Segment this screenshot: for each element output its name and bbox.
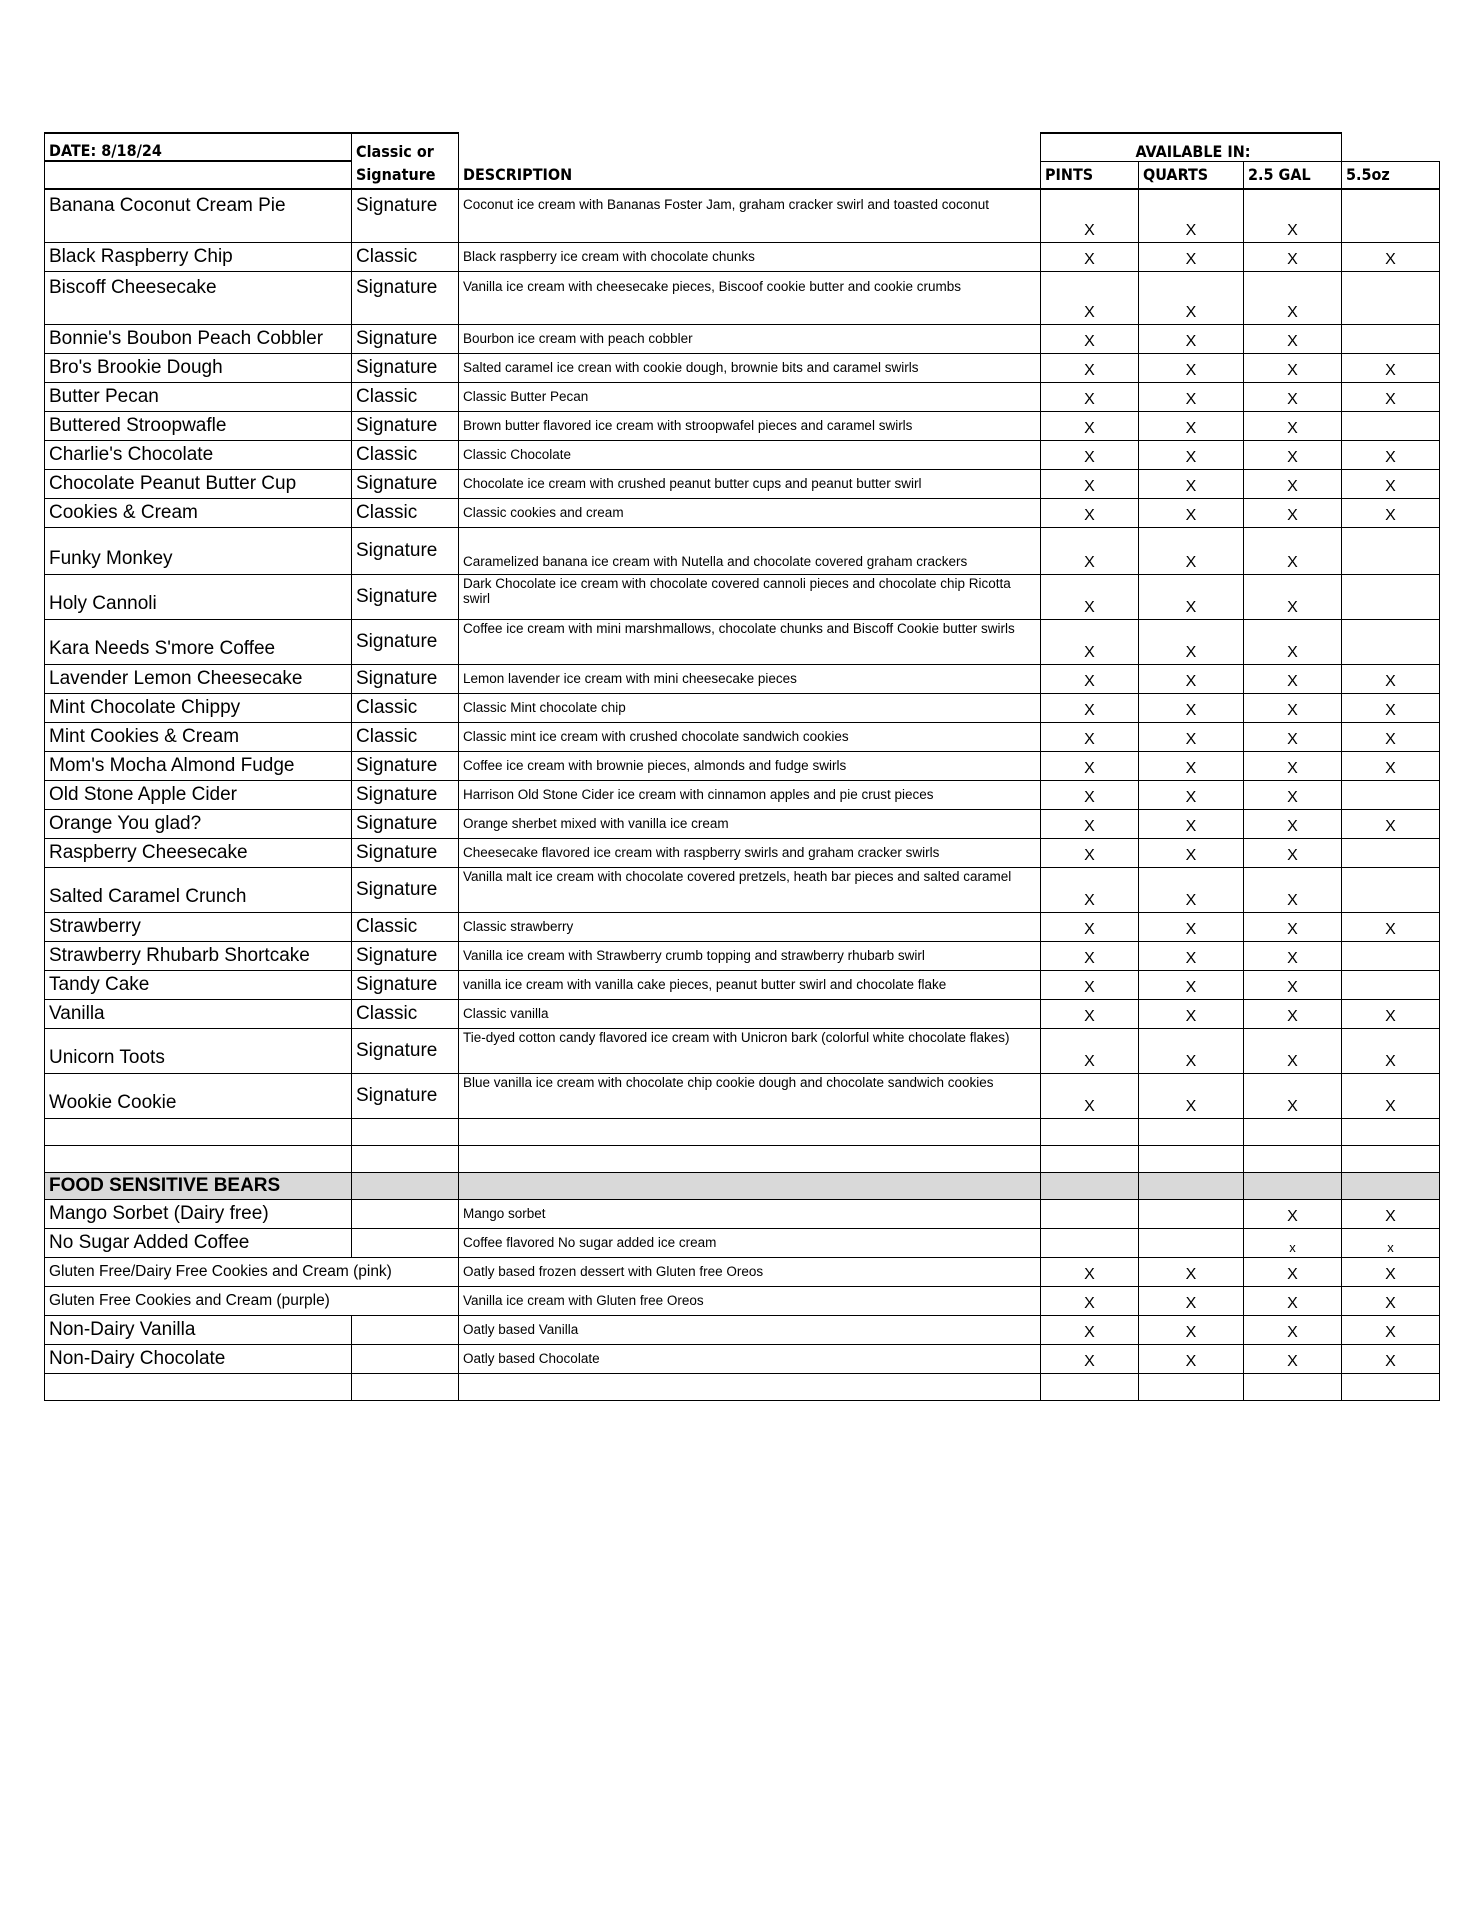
ounce-mark xyxy=(1342,575,1440,620)
flavor-row xyxy=(45,189,1440,243)
sensitive-flavor-type xyxy=(352,1316,459,1345)
gallon-mark: X xyxy=(1244,528,1342,575)
flavor-description: vanilla ice cream with vanilla cake pieces, peanut butter swirl and chocolate flake xyxy=(459,971,1041,1000)
flavor-type: Classic xyxy=(352,723,459,752)
flavor-description: Classic Butter Pecan xyxy=(459,383,1041,412)
flavor-name: Vanilla xyxy=(45,1000,352,1029)
flavor-name: Tandy Cake xyxy=(45,971,352,1000)
flavor-row xyxy=(45,839,1440,868)
gallon-mark: X xyxy=(1244,325,1342,354)
quarts-mark: X xyxy=(1139,752,1244,781)
quarts-mark: X xyxy=(1139,1287,1244,1316)
pints-mark: X xyxy=(1041,620,1139,665)
ounce-mark xyxy=(1342,942,1440,971)
gallon-mark: X xyxy=(1244,694,1342,723)
gallon-mark: X xyxy=(1244,499,1342,528)
flavor-type: Classic xyxy=(352,913,459,942)
ounce-mark: X xyxy=(1342,1287,1440,1316)
pints-mark: X xyxy=(1041,1345,1139,1374)
quarts-mark: X xyxy=(1139,383,1244,412)
sensitive-flavor-row xyxy=(45,1316,1440,1345)
pints-mark: X xyxy=(1041,470,1139,499)
flavor-type: Classic xyxy=(352,383,459,412)
flavor-name: Wookie Cookie xyxy=(45,1074,352,1119)
pints-mark: X xyxy=(1041,971,1139,1000)
pints-mark xyxy=(1041,1200,1139,1229)
pints-mark: X xyxy=(1041,1029,1139,1074)
section-title: FOOD SENSITIVE BEARS xyxy=(45,1173,352,1200)
gallon-mark: X xyxy=(1244,575,1342,620)
quarts-mark: X xyxy=(1139,1345,1244,1374)
flavor-name: Chocolate Peanut Butter Cup xyxy=(45,470,352,499)
pints-mark: X xyxy=(1041,325,1139,354)
flavor-name: Cookies & Cream xyxy=(45,499,352,528)
date-header-spacer xyxy=(45,161,352,189)
flavor-row xyxy=(45,913,1440,942)
flavor-type: Signature xyxy=(352,1029,459,1074)
gallon-mark: X xyxy=(1244,1029,1342,1074)
flavor-name: Bonnie's Boubon Peach Cobbler xyxy=(45,325,352,354)
date-label: DATE: 8/18/24 xyxy=(45,133,352,161)
quarts-mark: X xyxy=(1139,781,1244,810)
flavor-name: Bro's Brookie Dough xyxy=(45,354,352,383)
sensitive-flavor-row xyxy=(45,1258,1440,1287)
available-in-header: AVAILABLE IN: xyxy=(1041,133,1342,161)
flavor-row xyxy=(45,971,1440,1000)
flavor-description: Classic mint ice cream with crushed chocolate sandwich cookies xyxy=(459,723,1041,752)
ounce-mark xyxy=(1342,839,1440,868)
pints-mark: X xyxy=(1041,189,1139,243)
ounce-mark xyxy=(1342,272,1440,325)
quarts-mark: X xyxy=(1139,868,1244,913)
flavor-description: Classic Chocolate xyxy=(459,441,1041,470)
sensitive-flavor-type xyxy=(352,1345,459,1374)
quarts-mark: X xyxy=(1139,1316,1244,1345)
flavor-availability-table xyxy=(44,132,1440,1401)
quarts-mark: X xyxy=(1139,810,1244,839)
flavor-row xyxy=(45,694,1440,723)
flavor-row xyxy=(45,354,1440,383)
flavor-type: Signature xyxy=(352,810,459,839)
flavor-type: Signature xyxy=(352,354,459,383)
quarts-mark: X xyxy=(1139,1029,1244,1074)
flavor-row xyxy=(45,441,1440,470)
flavor-type: Signature xyxy=(352,665,459,694)
gallon-mark: X xyxy=(1244,868,1342,913)
pints-mark: X xyxy=(1041,354,1139,383)
quarts-mark: X xyxy=(1139,528,1244,575)
flavor-description: Bourbon ice cream with peach cobbler xyxy=(459,325,1041,354)
quarts-mark: X xyxy=(1139,620,1244,665)
ounce-mark: X xyxy=(1342,665,1440,694)
flavor-name: Orange You glad? xyxy=(45,810,352,839)
gallon-mark: X xyxy=(1244,189,1342,243)
flavor-row xyxy=(45,243,1440,272)
flavor-name: Unicorn Toots xyxy=(45,1029,352,1074)
flavor-name: Lavender Lemon Cheesecake xyxy=(45,665,352,694)
flavor-name: Buttered Stroopwafle xyxy=(45,412,352,441)
gallon-mark: X xyxy=(1244,412,1342,441)
gallon-mark: X xyxy=(1244,441,1342,470)
quarts-mark: X xyxy=(1139,839,1244,868)
sensitive-flavor-name: Gluten Free/Dairy Free Cookies and Cream (pink) xyxy=(45,1258,459,1287)
gallon-mark: X xyxy=(1244,810,1342,839)
sensitive-flavor-description: Mango sorbet xyxy=(459,1200,1041,1229)
pints-mark: X xyxy=(1041,810,1139,839)
quarts-mark: X xyxy=(1139,470,1244,499)
gallon-mark: X xyxy=(1244,971,1342,1000)
flavor-type: Signature xyxy=(352,189,459,243)
header-spacer xyxy=(1342,133,1440,161)
ounce-mark: X xyxy=(1342,1200,1440,1229)
ounce-mark: X xyxy=(1342,1074,1440,1119)
gallon-mark: X xyxy=(1244,781,1342,810)
flavor-description: Classic cookies and cream xyxy=(459,499,1041,528)
sensitive-flavor-description: Coffee flavored No sugar added ice cream xyxy=(459,1229,1041,1258)
flavor-row xyxy=(45,620,1440,665)
pints-mark: X xyxy=(1041,272,1139,325)
flavor-name: Mint Cookies & Cream xyxy=(45,723,352,752)
flavor-row xyxy=(45,272,1440,325)
flavor-row xyxy=(45,528,1440,575)
quarts-mark: X xyxy=(1139,243,1244,272)
gallon-mark: X xyxy=(1244,665,1342,694)
pints-mark: X xyxy=(1041,781,1139,810)
flavor-description: Black raspberry ice cream with chocolate chunks xyxy=(459,243,1041,272)
ounce-mark: X xyxy=(1342,243,1440,272)
ounce-mark: X xyxy=(1342,354,1440,383)
flavor-name: Raspberry Cheesecake xyxy=(45,839,352,868)
ounce-mark xyxy=(1342,620,1440,665)
flavor-name: Kara Needs S'more Coffee xyxy=(45,620,352,665)
flavor-type: Classic xyxy=(352,441,459,470)
ounce-mark: X xyxy=(1342,913,1440,942)
sensitive-flavor-row xyxy=(45,1287,1440,1316)
ounce-mark: X xyxy=(1342,1316,1440,1345)
quarts-mark: X xyxy=(1139,913,1244,942)
flavor-type: Signature xyxy=(352,325,459,354)
pints-header: PINTS xyxy=(1041,161,1139,189)
flavor-description: Blue vanilla ice cream with chocolate chip cookie dough and chocolate sandwich cookies xyxy=(459,1074,1041,1119)
flavor-description: Cheesecake flavored ice cream with raspberry swirls and graham cracker swirls xyxy=(459,839,1041,868)
gallon-mark: X xyxy=(1244,272,1342,325)
pints-mark: X xyxy=(1041,723,1139,752)
flavor-name: Butter Pecan xyxy=(45,383,352,412)
quarts-header: QUARTS xyxy=(1139,161,1244,189)
ounce-mark xyxy=(1342,528,1440,575)
flavor-type: Signature xyxy=(352,839,459,868)
pints-mark: X xyxy=(1041,243,1139,272)
pints-mark: X xyxy=(1041,1258,1139,1287)
ounce-mark xyxy=(1342,412,1440,441)
flavor-row xyxy=(45,810,1440,839)
gallon-mark: X xyxy=(1244,1258,1342,1287)
sensitive-flavor-description: Oatly based frozen dessert with Gluten free Oreos xyxy=(459,1258,1041,1287)
pints-mark xyxy=(1041,1229,1139,1258)
gallon-mark: X xyxy=(1244,1345,1342,1374)
flavor-description: Tie-dyed cotton candy flavored ice cream with Unicron bark (colorful white chocolate flakes) xyxy=(459,1029,1041,1074)
flavor-description: Vanilla ice cream with cheesecake pieces, Biscoof cookie butter and cookie crumbs xyxy=(459,272,1041,325)
flavor-row xyxy=(45,412,1440,441)
sensitive-flavor-name: Gluten Free Cookies and Cream (purple) xyxy=(45,1287,459,1316)
flavor-type: Signature xyxy=(352,781,459,810)
pints-mark: X xyxy=(1041,528,1139,575)
ounce-header: 5.5oz xyxy=(1342,161,1440,189)
ounce-mark xyxy=(1342,971,1440,1000)
sensitive-flavor-row xyxy=(45,1200,1440,1229)
quarts-mark: X xyxy=(1139,575,1244,620)
gallon-mark: X xyxy=(1244,1000,1342,1029)
flavor-name: Mint Chocolate Chippy xyxy=(45,694,352,723)
gallon-mark: X xyxy=(1244,354,1342,383)
flavor-type: Classic xyxy=(352,1000,459,1029)
pints-mark: X xyxy=(1041,1074,1139,1119)
flavor-row xyxy=(45,1000,1440,1029)
sensitive-flavor-description: Vanilla ice cream with Gluten free Oreos xyxy=(459,1287,1041,1316)
flavor-name: Charlie's Chocolate xyxy=(45,441,352,470)
pints-mark: X xyxy=(1041,913,1139,942)
flavor-description: Classic strawberry xyxy=(459,913,1041,942)
quarts-mark: X xyxy=(1139,1258,1244,1287)
flavor-type: Signature xyxy=(352,752,459,781)
pints-mark: X xyxy=(1041,1000,1139,1029)
sensitive-flavor-name: Non-Dairy Vanilla xyxy=(45,1316,352,1345)
sensitive-flavor-description: Oatly based Chocolate xyxy=(459,1345,1041,1374)
ounce-mark: X xyxy=(1342,1345,1440,1374)
gallon-mark: X xyxy=(1244,839,1342,868)
quarts-mark: X xyxy=(1139,942,1244,971)
flavor-description: Caramelized banana ice cream with Nutella and chocolate covered graham crackers xyxy=(459,528,1041,575)
gallon-mark: X xyxy=(1244,620,1342,665)
sensitive-flavor-description: Oatly based Vanilla xyxy=(459,1316,1041,1345)
quarts-mark: X xyxy=(1139,1074,1244,1119)
flavor-row xyxy=(45,1074,1440,1119)
quarts-mark: X xyxy=(1139,325,1244,354)
flavor-description: Classic Mint chocolate chip xyxy=(459,694,1041,723)
description-header: DESCRIPTION xyxy=(459,161,1041,189)
quarts-mark: X xyxy=(1139,412,1244,441)
flavor-type: Classic xyxy=(352,499,459,528)
gallon-mark: X xyxy=(1244,243,1342,272)
flavor-description: Vanilla malt ice cream with chocolate covered pretzels, heath bar pieces and salted caramel xyxy=(459,868,1041,913)
ounce-mark xyxy=(1342,189,1440,243)
ounce-mark xyxy=(1342,868,1440,913)
flavor-type: Signature xyxy=(352,575,459,620)
flavor-row xyxy=(45,470,1440,499)
flavor-row xyxy=(45,383,1440,412)
gallon-mark: X xyxy=(1244,752,1342,781)
sensitive-flavor-row xyxy=(45,1229,1440,1258)
description-header-spacer xyxy=(459,133,1041,161)
flavor-name: Biscoff Cheesecake xyxy=(45,272,352,325)
flavor-type: Signature xyxy=(352,942,459,971)
pints-mark: X xyxy=(1041,499,1139,528)
flavor-description: Chocolate ice cream with crushed peanut butter cups and peanut butter swirl xyxy=(459,470,1041,499)
pints-mark: X xyxy=(1041,383,1139,412)
flavor-row xyxy=(45,575,1440,620)
sensitive-flavor-name: No Sugar Added Coffee xyxy=(45,1229,352,1258)
pints-mark: X xyxy=(1041,665,1139,694)
flavor-type: Signature xyxy=(352,272,459,325)
quarts-mark: X xyxy=(1139,354,1244,383)
flavor-description: Harrison Old Stone Cider ice cream with cinnamon apples and pie crust pieces xyxy=(459,781,1041,810)
flavor-row xyxy=(45,942,1440,971)
quarts-mark xyxy=(1139,1229,1244,1258)
flavor-type: Signature xyxy=(352,528,459,575)
ounce-mark: X xyxy=(1342,383,1440,412)
blank-row xyxy=(45,1119,1440,1146)
quarts-mark: X xyxy=(1139,665,1244,694)
pints-mark: X xyxy=(1041,1316,1139,1345)
flavor-name: Black Raspberry Chip xyxy=(45,243,352,272)
flavor-row xyxy=(45,665,1440,694)
flavor-description: Orange sherbet mixed with vanilla ice cream xyxy=(459,810,1041,839)
section-header-row xyxy=(45,1173,1440,1200)
flavor-description: Coffee ice cream with mini marshmallows, chocolate chunks and Biscoff Cookie butter swirls xyxy=(459,620,1041,665)
flavor-description: Lemon lavender ice cream with mini cheesecake pieces xyxy=(459,665,1041,694)
ounce-mark xyxy=(1342,781,1440,810)
flavor-description: Salted caramel ice crean with cookie dough, brownie bits and caramel swirls xyxy=(459,354,1041,383)
flavor-row xyxy=(45,781,1440,810)
pints-mark: X xyxy=(1041,694,1139,723)
ounce-mark: X xyxy=(1342,1029,1440,1074)
flavor-description: Coconut ice cream with Bananas Foster Jam, graham cracker swirl and toasted coconut xyxy=(459,189,1041,243)
pints-mark: X xyxy=(1041,942,1139,971)
flavor-type: Classic xyxy=(352,243,459,272)
quarts-mark: X xyxy=(1139,971,1244,1000)
pints-mark: X xyxy=(1041,441,1139,470)
gallon-mark: X xyxy=(1244,470,1342,499)
ounce-mark: X xyxy=(1342,441,1440,470)
flavor-name: Strawberry Rhubarb Shortcake xyxy=(45,942,352,971)
flavor-type: Classic xyxy=(352,694,459,723)
flavor-name: Holy Cannoli xyxy=(45,575,352,620)
ounce-mark: X xyxy=(1342,1258,1440,1287)
flavor-name: Strawberry xyxy=(45,913,352,942)
ounce-mark: x xyxy=(1342,1229,1440,1258)
quarts-mark: X xyxy=(1139,1000,1244,1029)
ounce-mark: X xyxy=(1342,723,1440,752)
blank-row xyxy=(45,1374,1440,1401)
flavor-name: Salted Caramel Crunch xyxy=(45,868,352,913)
gallon-mark: x xyxy=(1244,1229,1342,1258)
blank-row xyxy=(45,1146,1440,1173)
gallon-header: 2.5 GAL xyxy=(1244,161,1342,189)
flavor-description: Classic vanilla xyxy=(459,1000,1041,1029)
quarts-mark xyxy=(1139,1200,1244,1229)
flavor-row xyxy=(45,723,1440,752)
gallon-mark: X xyxy=(1244,942,1342,971)
ounce-mark xyxy=(1342,325,1440,354)
quarts-mark: X xyxy=(1139,441,1244,470)
sensitive-flavor-row xyxy=(45,1345,1440,1374)
ounce-mark: X xyxy=(1342,694,1440,723)
sensitive-flavor-type xyxy=(352,1200,459,1229)
flavor-description: Dark Chocolate ice cream with chocolate covered cannoli pieces and chocolate chip Ricotta swirl xyxy=(459,575,1041,620)
quarts-mark: X xyxy=(1139,694,1244,723)
sensitive-flavor-name: Mango Sorbet (Dairy free) xyxy=(45,1200,352,1229)
flavor-name: Mom's Mocha Almond Fudge xyxy=(45,752,352,781)
quarts-mark: X xyxy=(1139,723,1244,752)
gallon-mark: X xyxy=(1244,1200,1342,1229)
flavor-type: Signature xyxy=(352,470,459,499)
pints-mark: X xyxy=(1041,1287,1139,1316)
flavor-type: Signature xyxy=(352,412,459,441)
flavor-type: Signature xyxy=(352,868,459,913)
flavor-row xyxy=(45,325,1440,354)
flavor-type: Signature xyxy=(352,971,459,1000)
gallon-mark: X xyxy=(1244,913,1342,942)
ounce-mark: X xyxy=(1342,1000,1440,1029)
flavor-name: Funky Monkey xyxy=(45,528,352,575)
pints-mark: X xyxy=(1041,412,1139,441)
flavor-type: Signature xyxy=(352,620,459,665)
quarts-mark: X xyxy=(1139,189,1244,243)
quarts-mark: X xyxy=(1139,499,1244,528)
ounce-mark: X xyxy=(1342,499,1440,528)
ounce-mark: X xyxy=(1342,810,1440,839)
flavor-name: Banana Coconut Cream Pie xyxy=(45,189,352,243)
gallon-mark: X xyxy=(1244,1074,1342,1119)
flavor-row xyxy=(45,752,1440,781)
gallon-mark: X xyxy=(1244,1287,1342,1316)
pints-mark: X xyxy=(1041,575,1139,620)
pints-mark: X xyxy=(1041,839,1139,868)
type-header-line1: Classic or xyxy=(352,133,459,161)
gallon-mark: X xyxy=(1244,383,1342,412)
flavor-row xyxy=(45,868,1440,913)
flavor-type: Signature xyxy=(352,1074,459,1119)
flavor-description: Coffee ice cream with brownie pieces, almonds and fudge swirls xyxy=(459,752,1041,781)
flavor-row xyxy=(45,1029,1440,1074)
gallon-mark: X xyxy=(1244,723,1342,752)
pints-mark: X xyxy=(1041,868,1139,913)
flavor-name: Old Stone Apple Cider xyxy=(45,781,352,810)
ounce-mark: X xyxy=(1342,752,1440,781)
quarts-mark: X xyxy=(1139,272,1244,325)
sensitive-flavor-name: Non-Dairy Chocolate xyxy=(45,1345,352,1374)
pints-mark: X xyxy=(1041,752,1139,781)
ounce-mark: X xyxy=(1342,470,1440,499)
type-header-line2: Signature xyxy=(352,161,459,189)
gallon-mark: X xyxy=(1244,1316,1342,1345)
flavor-row xyxy=(45,499,1440,528)
flavor-description: Vanilla ice cream with Strawberry crumb topping and strawberry rhubarb swirl xyxy=(459,942,1041,971)
sensitive-flavor-type xyxy=(352,1229,459,1258)
flavor-description: Brown butter flavored ice cream with stroopwafel pieces and caramel swirls xyxy=(459,412,1041,441)
